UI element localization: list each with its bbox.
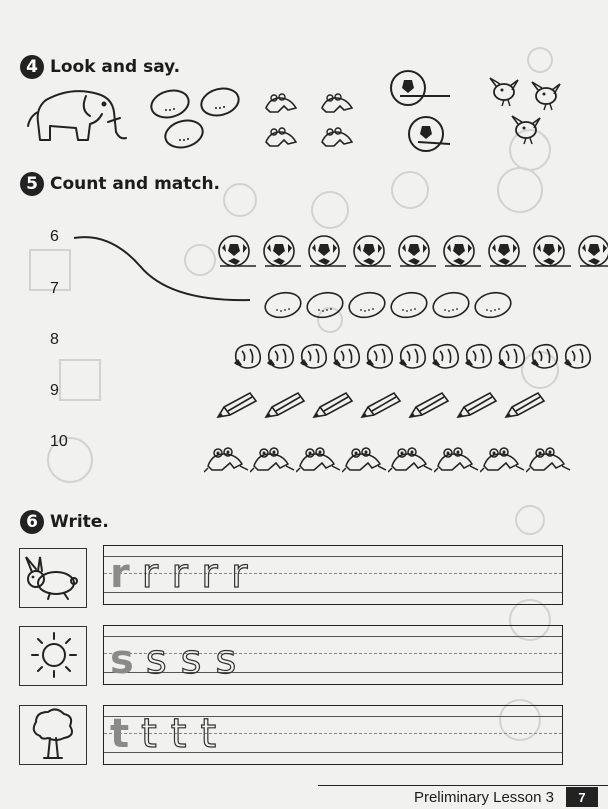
coconut-icon	[430, 341, 463, 376]
pencil-icon	[262, 389, 310, 428]
coconut-icon	[397, 341, 430, 376]
writing-row-s[interactable]	[103, 625, 563, 685]
coconut-icon	[331, 341, 364, 376]
writing-row-r[interactable]	[103, 545, 563, 605]
ball-icon	[261, 234, 306, 275]
coconut-icon	[562, 341, 595, 376]
ball-row	[216, 234, 608, 275]
pencil-row	[214, 389, 550, 428]
lemon-icon	[347, 288, 389, 327]
lemon-icon	[473, 288, 515, 327]
section-title: Write.	[50, 512, 109, 532]
section-5-heading	[20, 172, 220, 196]
section-6-heading	[20, 510, 109, 534]
model-letter: s	[110, 637, 134, 683]
frog-icon	[342, 444, 388, 479]
model-letter: r	[110, 551, 130, 597]
sun-icon-box	[19, 626, 87, 686]
pencil-icon	[502, 389, 550, 428]
section-4-heading	[20, 55, 180, 79]
frog-icon	[434, 444, 480, 479]
lemon-row	[263, 288, 515, 327]
lemons-group	[148, 84, 248, 159]
section-number-badge: 6	[20, 510, 44, 534]
footer-rule	[318, 785, 608, 786]
page-footer	[0, 785, 608, 809]
coconut-icon	[232, 341, 265, 376]
balls-group	[390, 66, 450, 167]
coconut-icon	[298, 341, 331, 376]
count-number-7: 7	[50, 280, 59, 297]
frog-icon	[480, 444, 526, 479]
lesson-label: Preliminary Lesson 3	[413, 789, 554, 806]
birds-group	[482, 72, 568, 163]
frog-icon	[526, 444, 572, 479]
ball-icon	[396, 234, 441, 275]
coconut-icon	[463, 341, 496, 376]
coconut-icon	[529, 341, 562, 376]
ball-icon	[306, 234, 351, 275]
section-number-badge: 4	[20, 55, 44, 79]
frog-icon	[296, 444, 342, 479]
count-number-8: 8	[50, 331, 59, 348]
lemon-icon	[431, 288, 473, 327]
section-number-badge: 5	[20, 172, 44, 196]
section-title: Look and say.	[50, 57, 181, 77]
lemon-icon	[389, 288, 431, 327]
pencil-icon	[358, 389, 406, 428]
tree-icon	[20, 706, 84, 762]
tree-icon-box	[19, 705, 87, 765]
pencil-icon	[406, 389, 454, 428]
tracing-letters[interactable]: rrrr	[141, 551, 262, 597]
rabbit-icon	[20, 549, 84, 605]
elephant-icon	[16, 82, 136, 144]
frogs-group	[262, 88, 372, 159]
ball-icon	[576, 234, 608, 275]
ball-icon	[351, 234, 396, 275]
ball-icon	[486, 234, 531, 275]
coconut-icon	[496, 341, 529, 376]
writing-row-t[interactable]	[103, 705, 563, 765]
coconut-icon	[265, 341, 298, 376]
tracing-letters[interactable]: ttt	[141, 711, 231, 757]
frog-icon	[388, 444, 434, 479]
coconut-row	[232, 341, 595, 376]
tracing-letters[interactable]: sss	[145, 637, 251, 683]
ball-icon	[441, 234, 486, 275]
lemon-icon	[305, 288, 347, 327]
section-title: Count and match.	[50, 174, 221, 194]
pencil-icon	[214, 389, 262, 428]
lemon-icon	[263, 288, 305, 327]
count-number-9: 9	[50, 382, 59, 399]
frog-row	[204, 444, 572, 479]
pencil-icon	[310, 389, 358, 428]
frog-icon	[250, 444, 296, 479]
rabbit-icon-box	[19, 548, 87, 608]
ball-icon	[216, 234, 261, 275]
model-letter: t	[110, 711, 130, 757]
coconut-icon	[364, 341, 397, 376]
frog-icon	[204, 444, 250, 479]
sun-icon	[20, 627, 84, 683]
count-number-6: 6	[50, 228, 59, 245]
count-number-10: 10	[50, 433, 68, 450]
page-number: 7	[566, 787, 598, 807]
ball-icon	[531, 234, 576, 275]
pencil-icon	[454, 389, 502, 428]
